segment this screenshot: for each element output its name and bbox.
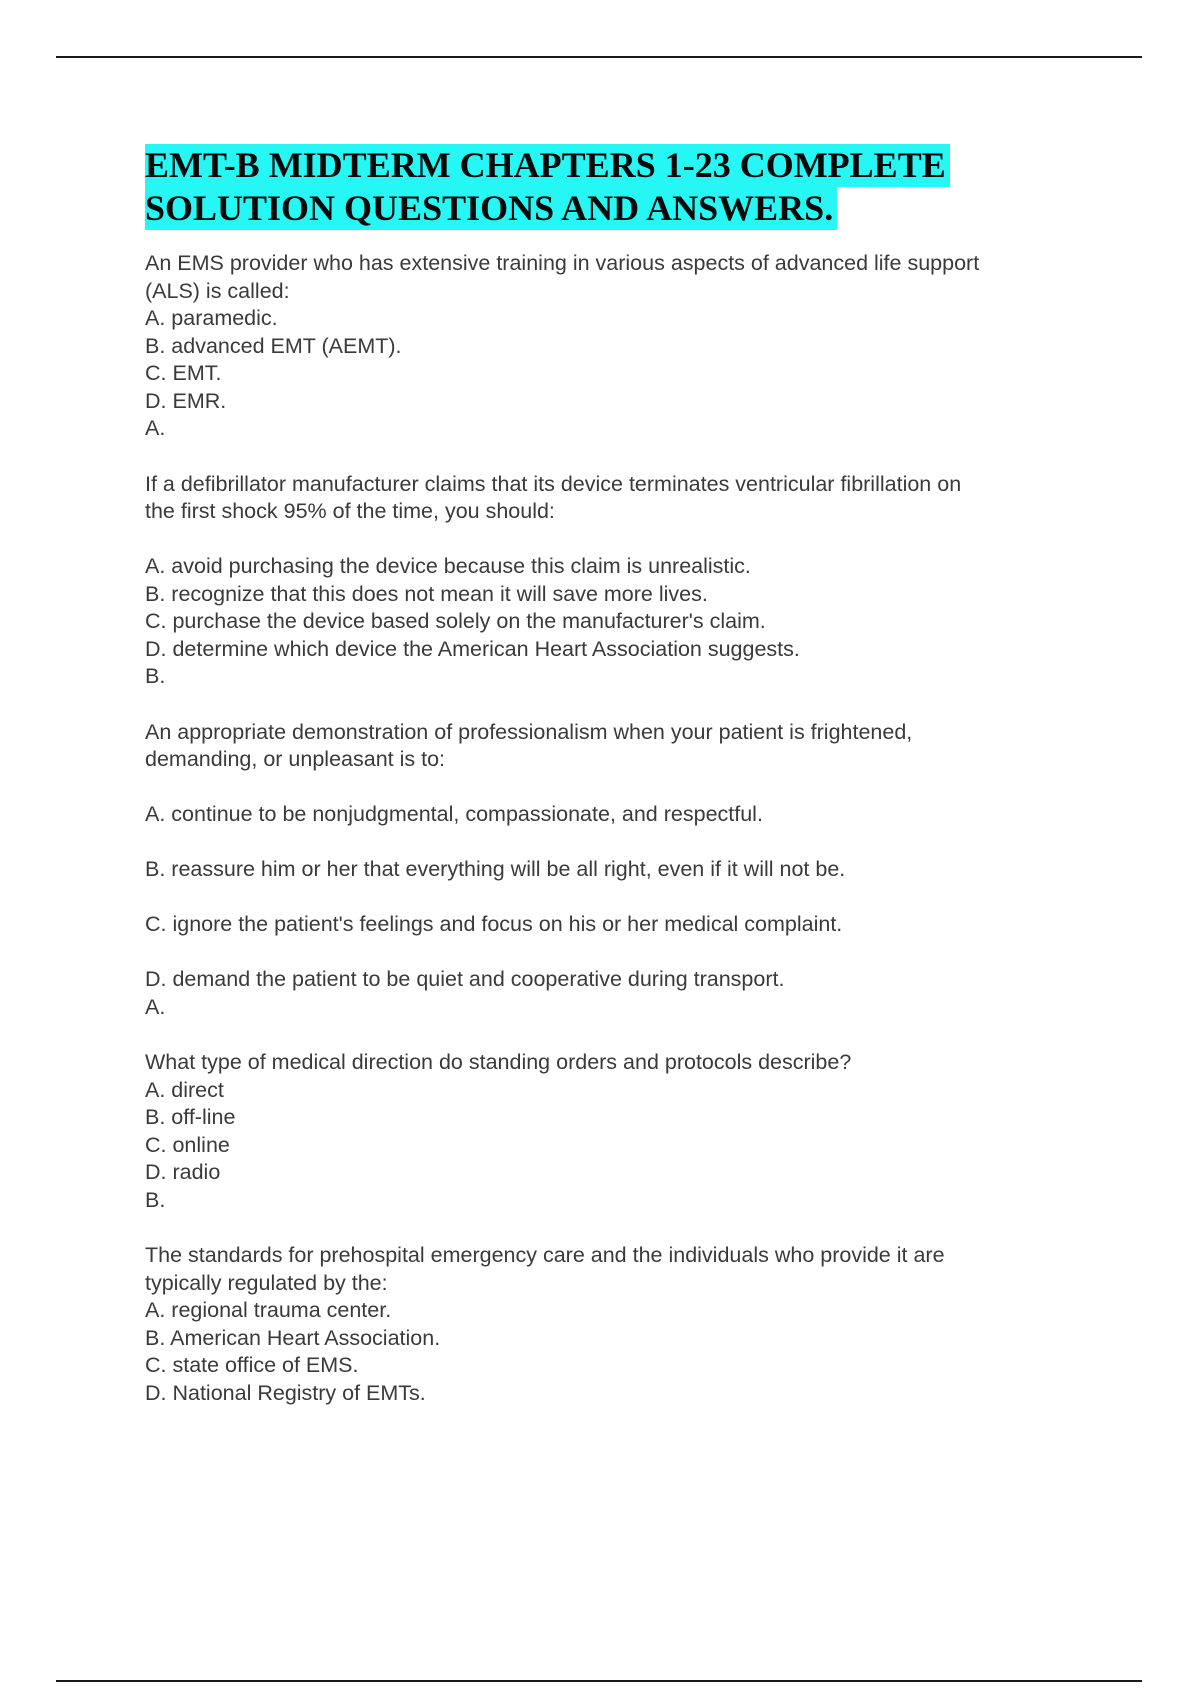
- question-4-text-line-1: What type of medical direction do standing orders and protocols describe?: [145, 1050, 852, 1074]
- question-5-option-a: A. regional trauma center.: [145, 1298, 392, 1322]
- question-5-option-c: C. state office of EMS.: [145, 1353, 359, 1377]
- blank-line: [145, 526, 1085, 554]
- question-3-option-a: A. continue to be nonjudgmental, compassionate, and respectful.: [145, 802, 763, 826]
- question-block-1: [145, 250, 1085, 443]
- bottom-rule: [56, 1680, 1142, 1682]
- question-2-option-d: D. determine which device the American Heart Association suggests.: [145, 636, 800, 661]
- question-1-answer: A.: [145, 416, 166, 440]
- question-4-option-c: C. online: [145, 1132, 230, 1157]
- question-1-option-c: C. EMT.: [145, 361, 222, 385]
- question-5-text-line-2: typically regulated by the:: [145, 1270, 388, 1295]
- blank-line: [145, 884, 1085, 912]
- question-3-answer: A.: [145, 994, 166, 1019]
- title-line-2: SOLUTION QUESTIONS AND ANSWERS.: [145, 187, 837, 230]
- question-4-option-d: D. radio: [145, 1160, 221, 1184]
- question-block-4: [145, 1049, 1085, 1214]
- document-body: [145, 144, 1085, 1435]
- question-block-2: [145, 471, 1085, 691]
- question-2-text-line-1: If a defibrillator manufacturer claims that its device terminates ventricular fibrillation on: [145, 471, 962, 496]
- question-2-answer: B.: [145, 664, 166, 688]
- question-3-option-b: B. reassure him or her that everything will be all right, even if it will not be.: [145, 857, 846, 881]
- question-4-option-b: B. off-line: [145, 1105, 236, 1129]
- question-3-option-c: C. ignore the patient's feelings and focus on his or her medical complaint.: [145, 912, 843, 936]
- question-2-option-c: C. purchase the device based solely on the manufacturer's claim.: [145, 609, 766, 633]
- question-1-text-line-1: An EMS provider who has extensive training in various aspects of advanced life support: [145, 251, 980, 275]
- question-5-option-d: D. National Registry of EMTs.: [145, 1380, 426, 1405]
- question-block-3: [145, 719, 1085, 1022]
- top-rule: [56, 56, 1142, 58]
- question-1-text-line-2: (ALS) is called:: [145, 278, 290, 303]
- question-1-option-b: B. advanced EMT (AEMT).: [145, 333, 402, 358]
- question-3-text-line-1: An appropriate demonstration of professionalism when your patient is frightened,: [145, 719, 913, 744]
- blank-line: [145, 829, 1085, 857]
- question-2-option-a: A. avoid purchasing the device because this claim is unrealistic.: [145, 554, 751, 578]
- question-4-option-a: A. direct: [145, 1077, 224, 1102]
- question-1-option-a: A. paramedic.: [145, 306, 278, 330]
- question-2-option-b: B. recognize that this does not mean it will save more lives.: [145, 581, 708, 606]
- title-line-1: EMT-B MIDTERM CHAPTERS 1-23 COMPLETE: [145, 144, 950, 187]
- question-5-option-b: B. American Heart Association.: [145, 1325, 441, 1350]
- blank-line: [145, 939, 1085, 967]
- question-2-text-line-2: the first shock 95% of the time, you should:: [145, 499, 555, 523]
- question-3-option-d: D. demand the patient to be quiet and cooperative during transport.: [145, 967, 785, 991]
- question-block-5: [145, 1242, 1085, 1407]
- blank-line: [145, 774, 1085, 802]
- question-1-option-d: D. EMR.: [145, 388, 227, 413]
- document-title: [145, 144, 1085, 230]
- question-5-text-line-1: The standards for prehospital emergency care and the individuals who provide it are: [145, 1243, 945, 1267]
- question-3-text-line-2: demanding, or unpleasant is to:: [145, 747, 446, 771]
- question-4-answer: B.: [145, 1187, 166, 1212]
